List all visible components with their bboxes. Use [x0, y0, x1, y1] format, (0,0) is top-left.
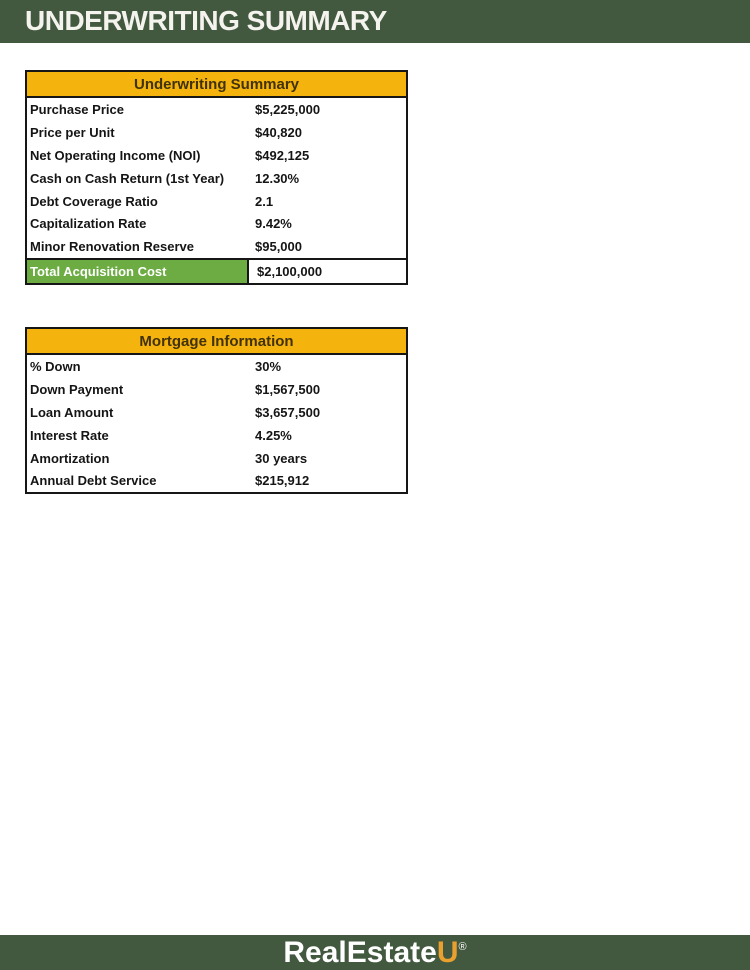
page-title: UNDERWRITING SUMMARY [25, 4, 387, 36]
table-row [27, 98, 406, 121]
total-row-value: $2,100,000 [247, 260, 406, 283]
row-label: Amortization [30, 450, 110, 466]
table-title-mortgage-information: Mortgage Information [27, 329, 406, 355]
mortgage-information-table [25, 327, 408, 494]
row-label: Interest Rate [30, 427, 109, 443]
row-value: $215,912 [255, 473, 310, 489]
row-value: $95,000 [255, 239, 302, 255]
table-row [27, 121, 406, 144]
table-row [27, 167, 406, 190]
table-row [27, 378, 406, 401]
table-row [27, 401, 406, 424]
row-value: $3,657,500 [255, 404, 321, 420]
table-title-underwriting-summary: Underwriting Summary [27, 72, 406, 98]
row-value: 9.42% [255, 216, 292, 232]
table-row [27, 447, 406, 470]
logo-text-accent-u: U [436, 935, 459, 969]
row-value: $492,125 [255, 147, 310, 163]
row-label: Net Operating Income (NOI) [30, 147, 201, 163]
table-row [27, 355, 406, 378]
table-row [27, 212, 406, 235]
row-label: Capitalization Rate [30, 216, 147, 232]
logo-text-main: RealEstate [283, 935, 437, 969]
row-value: 30% [255, 358, 282, 374]
page-header [0, 0, 750, 43]
total-row-label: Total Acquisition Cost [27, 260, 247, 283]
row-value: $40,820 [255, 124, 302, 140]
row-label: Cash on Cash Return (1st Year) [30, 170, 225, 186]
total-acquisition-cost-row [27, 258, 406, 283]
underwriting-summary-table [25, 70, 408, 285]
table-row [27, 190, 406, 213]
row-value: 30 years [255, 450, 308, 466]
row-label: % Down [30, 358, 81, 374]
row-value: 12.30% [255, 170, 300, 186]
table-row [27, 469, 406, 492]
row-label: Purchase Price [30, 101, 124, 117]
row-value: 4.25% [255, 427, 292, 443]
table-row [27, 235, 406, 258]
row-value: 2.1 [255, 193, 274, 209]
table-row [27, 424, 406, 447]
row-label: Debt Coverage Ratio [30, 193, 158, 209]
table-row [27, 144, 406, 167]
page-footer [0, 935, 750, 970]
row-label: Loan Amount [30, 404, 114, 420]
row-label: Minor Renovation Reserve [30, 239, 194, 255]
registered-trademark-symbol: ® [458, 940, 467, 953]
row-value: $5,225,000 [255, 101, 321, 117]
row-value: $1,567,500 [255, 381, 321, 397]
realestateu-logo [283, 935, 467, 969]
row-label: Annual Debt Service [30, 473, 157, 489]
row-label: Price per Unit [30, 124, 115, 140]
row-label: Down Payment [30, 381, 124, 397]
